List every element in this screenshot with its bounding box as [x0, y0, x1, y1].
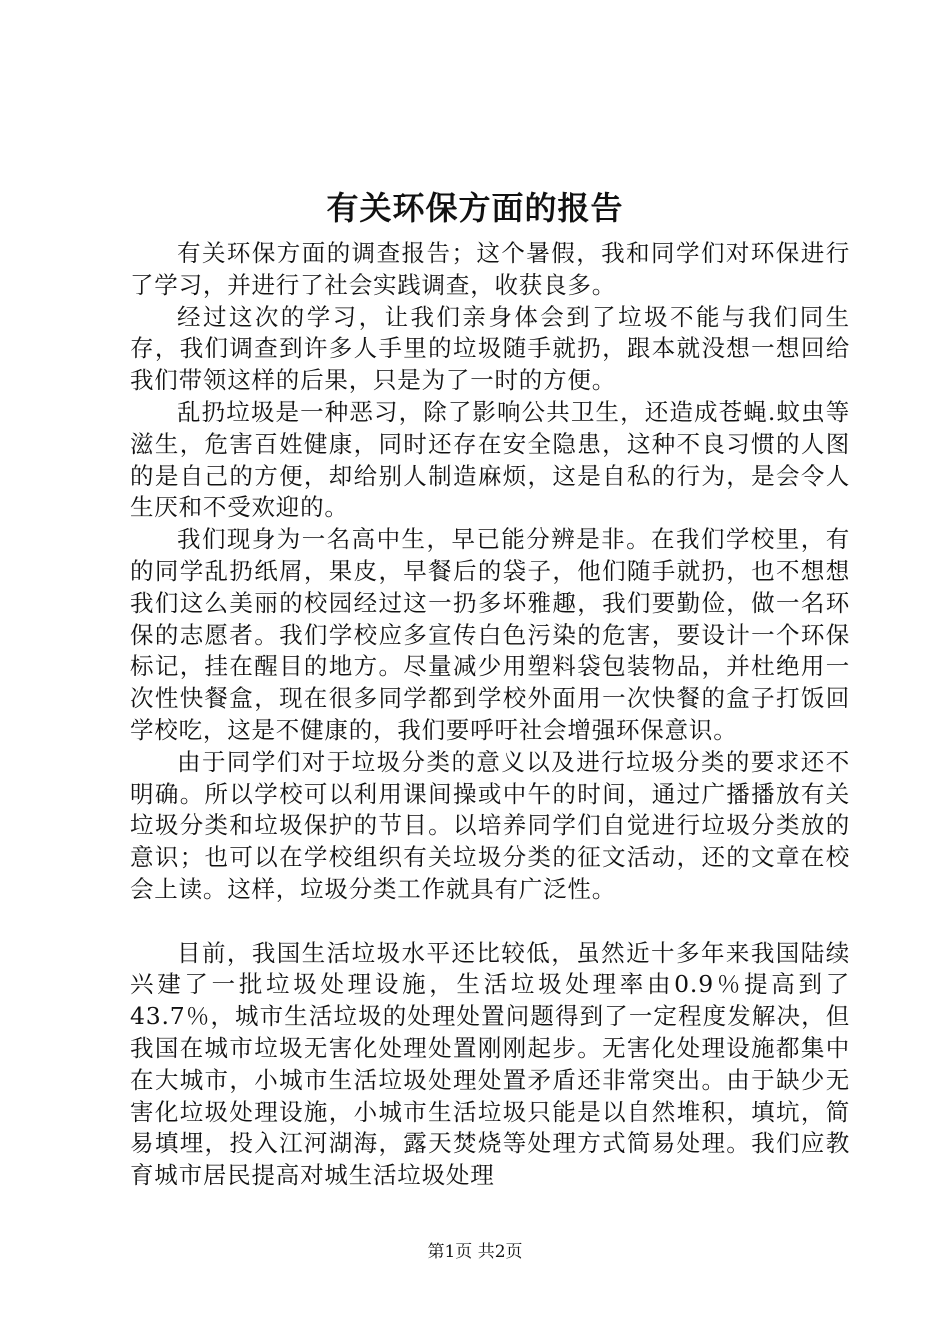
paragraph-2: 经过这次的学习，让我们亲身体会到了垃圾不能与我们同生存，我们调查到许多人手里的垃圾随手就扔，跟本就没想一想回给我们带领这样的后果，只是为了一时的方便。 [130, 302, 850, 395]
paragraph-3: 乱扔垃圾是一种恶习，除了影响公共卫生，还造成苍蝇.蚊虫等滋生，危害百姓健康，同时还存在安全隐患，这种不良习惯的人图的是自己的方便，却给别人制造麻烦，这是自私的行为，是会令人生厌和不受欢迎的。 [130, 397, 850, 522]
document-title: 有关环保方面的报告 [326, 189, 624, 227]
paragraph-gap [130, 906, 850, 938]
paragraph-4: 我们现身为一名高中生，早已能分辨是非。在我们学校里，有的同学乱扔纸屑，果皮，早餐后的袋子，他们随手就扔，也不想想我们这么美丽的校园经过这一扔多坏雅趣，我们要勤俭，做一名环保的志愿者。我们学校应多宣传白色污染的危害，要设计一个环保标记，挂在醒目的地方。尽量减少用塑料袋包装物品，并杜绝用一次性快餐盒，现在很多同学都到学校外面用一次快餐的盒子打饭回学校吃，这是不健康的，我们要呼吁社会增强环保意识。 [130, 525, 850, 744]
document-body [130, 238, 850, 1192]
page-number: 第1页 共2页 [427, 1242, 523, 1262]
paragraph-5: 由于同学们对于垃圾分类的意义以及进行垃圾分类的要求还不明确。所以学校可以利用课间操或中午的时间，通过广播播放有关垃圾分类和垃圾保护的节目。以培养同学们自觉进行垃圾分类放的意识；也可以在学校组织有关垃圾分类的征文活动，还的文章在校会上读。这样，垃圾分类工作就具有广泛性。 [130, 747, 850, 903]
paragraph-6: 目前，我国生活垃圾水平还比较低，虽然近十多年来我国陆续兴建了一批垃圾处理设施，生活垃圾处理率由0.9％提高到了43.7％，城市生活垃圾的处理处置问题得到了一定程度发解决，但我国在城市垃圾无害化处理处置刚刚起步。无害化处理设施都集中在大城市，小城市生活垃圾处理处置矛盾还非常突出。由于缺少无害化垃圾处理设施，小城市生活垃圾只能是以自然堆积，填坑，简易填埋，投入江河湖海，露天焚烧等处理方式简易处理。我们应教育城市居民提高对城生活垃圾处理 [130, 938, 850, 1190]
paragraph-1: 有关环保方面的调查报告；这个暑假，我和同学们对环保进行了学习，并进行了社会实践调查，收获良多。 [130, 239, 850, 299]
